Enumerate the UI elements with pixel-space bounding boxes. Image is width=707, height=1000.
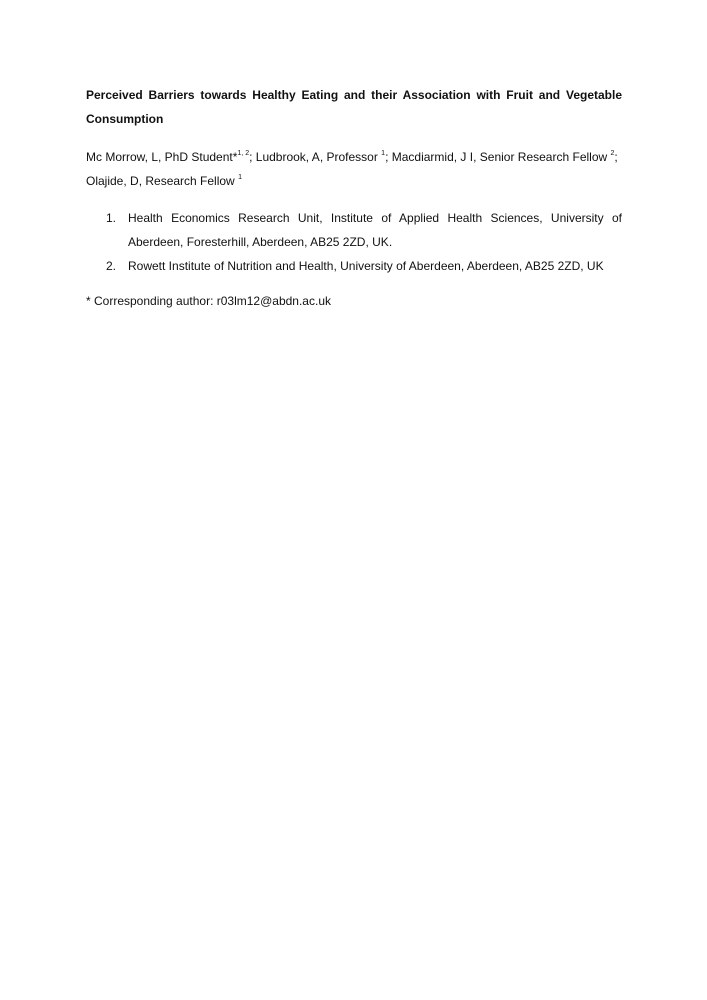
author-separator: ; <box>249 150 256 164</box>
affiliation-item <box>86 206 622 254</box>
author-name: Ludbrook, A, Professor <box>255 150 382 164</box>
affiliation-number: 2. <box>106 259 117 273</box>
affiliation-superscript: 1 <box>381 150 386 157</box>
author-separator: ; <box>614 150 618 164</box>
author-name: Mc Morrow, L, PhD Student <box>86 150 233 164</box>
affiliation-superscript: 1, 2 <box>237 150 250 157</box>
affiliation-item <box>86 254 622 278</box>
affiliation-list <box>86 206 622 278</box>
affiliation-superscript: 2 <box>610 150 615 157</box>
affiliation-superscript: 1 <box>238 174 242 181</box>
author-separator: ; <box>385 150 392 164</box>
paper-front-matter <box>86 83 622 313</box>
affiliation-text: Health Economics Research Unit, Institute of Applied Health Sciences, University of Aberdeen, Foresterhill, Aberdeen, AB25 2ZD, UK. <box>128 211 622 249</box>
affiliation-number: 1. <box>106 211 117 225</box>
affiliation-text: Rowett Institute of Nutrition and Health, University of Aberdeen, Aberdeen, AB25 2ZD, UK <box>128 259 604 273</box>
author-list <box>86 145 622 193</box>
author-name: Olajide, D, Research Fellow <box>86 174 239 188</box>
paper-title: Perceived Barriers towards Healthy Eating and their Association with Fruit and Vegetable Consumption <box>86 88 622 126</box>
corresponding-author: * Corresponding author: r03lm12@abdn.ac.uk <box>86 294 331 308</box>
author-name: Macdiarmid, J I, Senior Research Fellow <box>391 150 611 164</box>
corresponding-marker: * <box>232 150 238 164</box>
